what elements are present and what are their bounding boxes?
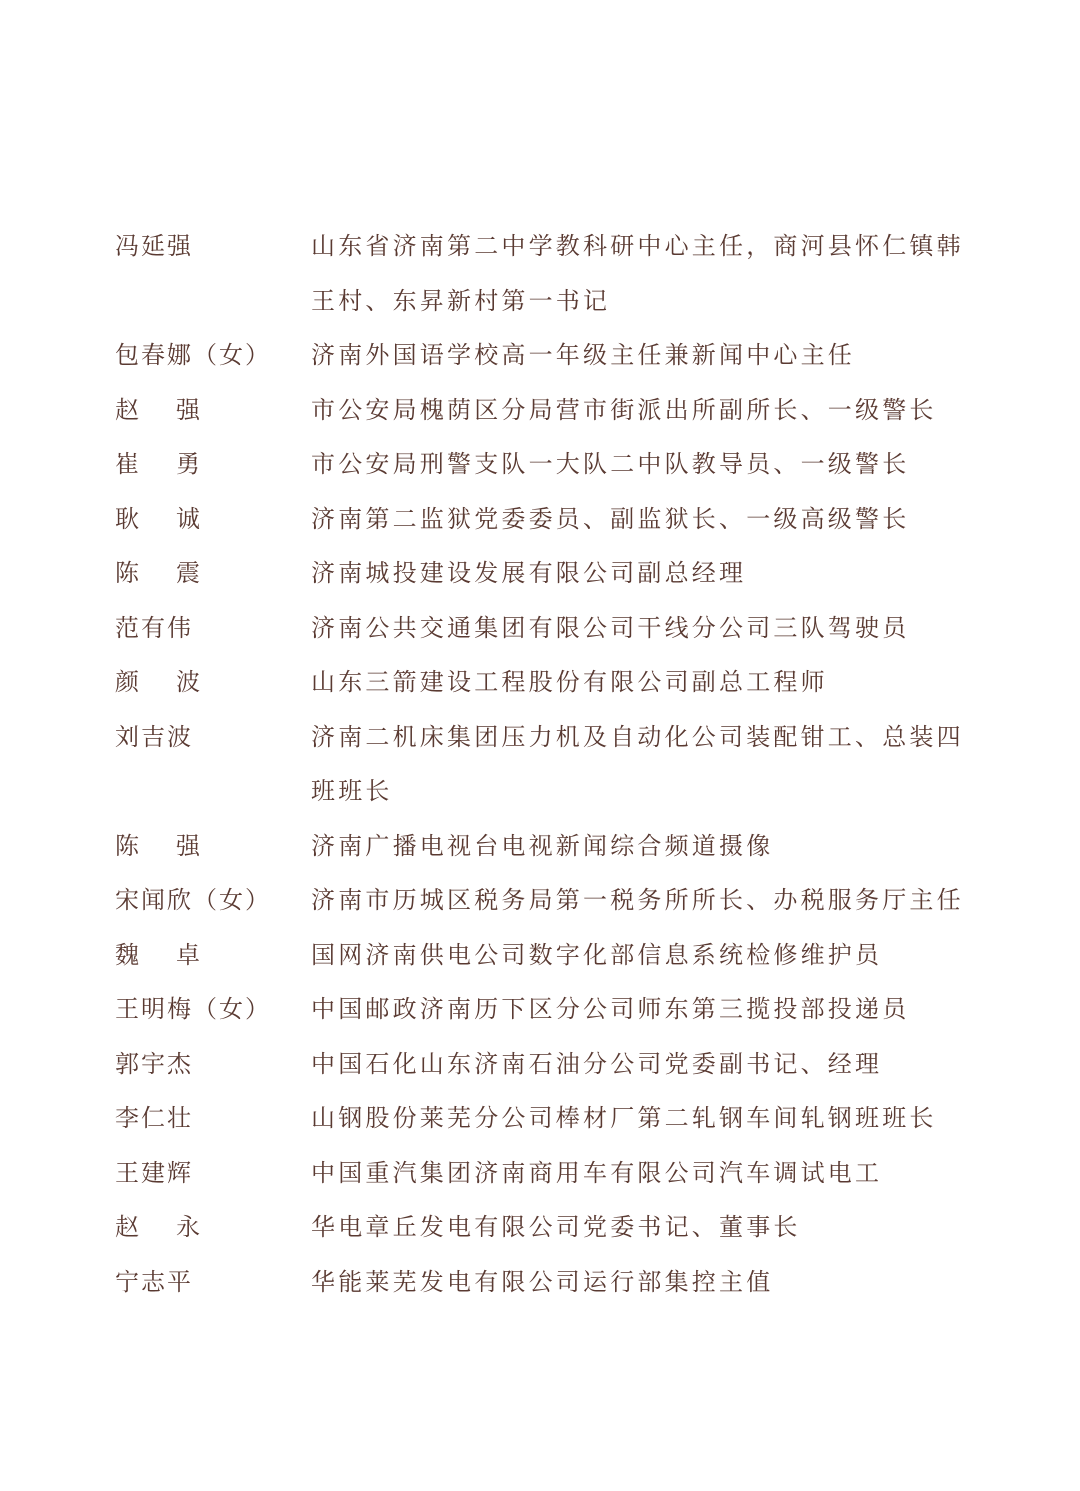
person-position: 中国石化山东济南石油分公司党委副书记、经理	[311, 1049, 883, 1078]
person-position: 山钢股份莱芜分公司棒材厂第二轧钢车间轧钢班班长	[311, 1104, 937, 1132]
list-item	[0, 1091, 1080, 1146]
list-item	[0, 873, 1080, 928]
person-position: 济南市历城区税务局第一税务所所长、办税服务厅主任	[311, 886, 964, 914]
list-item	[0, 437, 1080, 492]
list-item	[0, 1255, 1080, 1310]
person-name: 耿诚	[115, 504, 237, 533]
person-position: 济南公共交通集团有限公司干线分公司三队驾驶员	[311, 613, 910, 642]
list-item	[0, 710, 1080, 819]
person-position: 山东三箭建设工程股份有限公司副总工程师	[311, 668, 828, 696]
person-position: 中国重汽集团济南商用车有限公司汽车调试电工	[311, 1158, 883, 1187]
person-position: 山东省济南第二中学教科研中心主任，商河县怀仁镇韩王村、东昇新村第一书记	[311, 232, 964, 315]
person-name: 宁志平	[115, 1267, 193, 1296]
person-name: 范有伟	[115, 613, 193, 642]
person-position: 华能莱芜发电有限公司运行部集控主值	[311, 1267, 774, 1296]
person-position: 国网济南供电公司数字化部信息系统检修维护员	[311, 940, 883, 969]
person-position: 济南城投建设发展有限公司副总经理	[311, 559, 747, 587]
person-position: 济南外国语学校高一年级主任兼新闻中心主任	[311, 341, 855, 369]
person-name: 颜波	[115, 668, 237, 696]
person-position: 济南二机床集团压力机及自动化公司装配钳工、总装四班班长	[311, 722, 964, 805]
list-item	[0, 219, 1080, 328]
list-item	[0, 546, 1080, 601]
person-name: 陈强	[115, 831, 237, 860]
person-position: 济南第二监狱党委委员、副监狱长、一级高级警长	[311, 504, 910, 533]
list-item	[0, 383, 1080, 438]
person-position: 济南广播电视台电视新闻综合频道摄像	[311, 831, 774, 860]
list-item	[0, 1037, 1080, 1092]
person-position: 华电章丘发电有限公司党委书记、董事长	[311, 1213, 801, 1241]
person-name: 魏卓	[115, 940, 237, 969]
person-name: 郭宇杰	[115, 1049, 193, 1078]
list-item	[0, 928, 1080, 983]
person-name: 崔勇	[115, 450, 237, 478]
list-item	[0, 601, 1080, 656]
person-name: 赵强	[115, 395, 237, 424]
list-item	[0, 655, 1080, 710]
list-item	[0, 1146, 1080, 1201]
person-name: 王建辉	[115, 1158, 193, 1187]
person-position: 市公安局刑警支队一大队二中队教导员、一级警长	[311, 450, 910, 478]
list-item	[0, 328, 1080, 383]
person-name: 陈震	[115, 559, 237, 587]
person-name: 王明梅（女）	[115, 995, 271, 1023]
person-name: 刘吉波	[115, 722, 193, 751]
person-name: 赵永	[115, 1213, 237, 1241]
person-position: 中国邮政济南历下区分公司师东第三揽投部投递员	[311, 995, 910, 1023]
list-item	[0, 982, 1080, 1037]
honoree-list	[0, 219, 1080, 1309]
person-name: 李仁壮	[115, 1104, 193, 1132]
list-item	[0, 1200, 1080, 1255]
list-item	[0, 492, 1080, 547]
person-name: 冯延强	[115, 232, 193, 260]
person-position: 市公安局槐荫区分局营市街派出所副所长、一级警长	[311, 395, 937, 424]
person-name: 包春娜（女）	[115, 341, 271, 369]
person-name: 宋闻欣（女）	[115, 886, 271, 914]
list-item	[0, 819, 1080, 874]
